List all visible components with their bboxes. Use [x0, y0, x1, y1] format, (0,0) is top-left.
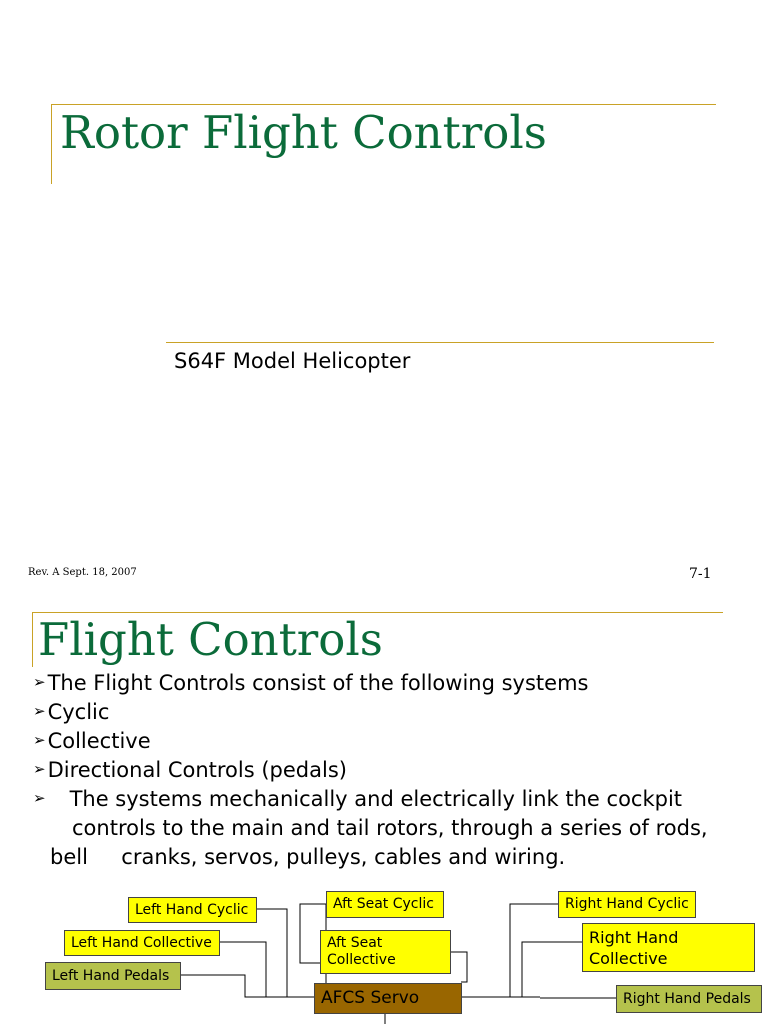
paragraph-line-3: bell cranks, servos, pulleys, cables and wiring.	[50, 845, 566, 869]
arrow-bullet-icon: ➢	[33, 789, 46, 807]
paragraph-line-2: controls to the main and tail rotors, through a series of rods,	[72, 816, 708, 840]
bullet-item: ➢The Flight Controls consist of the following systems	[33, 671, 589, 695]
arrow-bullet-icon: ➢	[33, 731, 46, 749]
left-hand-collective-box: Left Hand Collective	[64, 930, 220, 956]
slide1-title: Rotor Flight Controls	[60, 106, 547, 159]
arrow-bullet-icon: ➢	[33, 760, 46, 778]
footer-revision: Rev. A Sept. 18, 2007	[28, 567, 137, 578]
paragraph-line-1: ➢ The systems mechanically and electrically link the cockpit	[33, 787, 683, 811]
aft-seat-collective-box: Aft Seat Collective	[320, 930, 451, 974]
right-hand-cyclic-box: Right Hand Cyclic	[558, 891, 696, 918]
bullet-item: ➢Directional Controls (pedals)	[33, 758, 347, 782]
bullet-item: ➢Collective	[33, 729, 151, 753]
left-hand-pedals-box: Left Hand Pedals	[45, 962, 181, 990]
right-hand-collective-box: Right Hand Collective	[582, 923, 755, 972]
slide2-title: Flight Controls	[38, 613, 383, 666]
afcs-servo-box: AFCS Servo	[314, 983, 462, 1014]
arrow-bullet-icon: ➢	[33, 702, 46, 720]
aft-seat-cyclic-box: Aft Seat Cyclic	[326, 891, 444, 918]
bullet-item: ➢Cyclic	[33, 700, 110, 724]
page-number: 7-1	[689, 566, 712, 582]
arrow-bullet-icon: ➢	[33, 673, 46, 691]
right-hand-pedals-box: Right Hand Pedals	[616, 985, 762, 1013]
left-hand-cyclic-box: Left Hand Cyclic	[128, 897, 257, 923]
slide1-subtitle: S64F Model Helicopter	[174, 349, 411, 373]
